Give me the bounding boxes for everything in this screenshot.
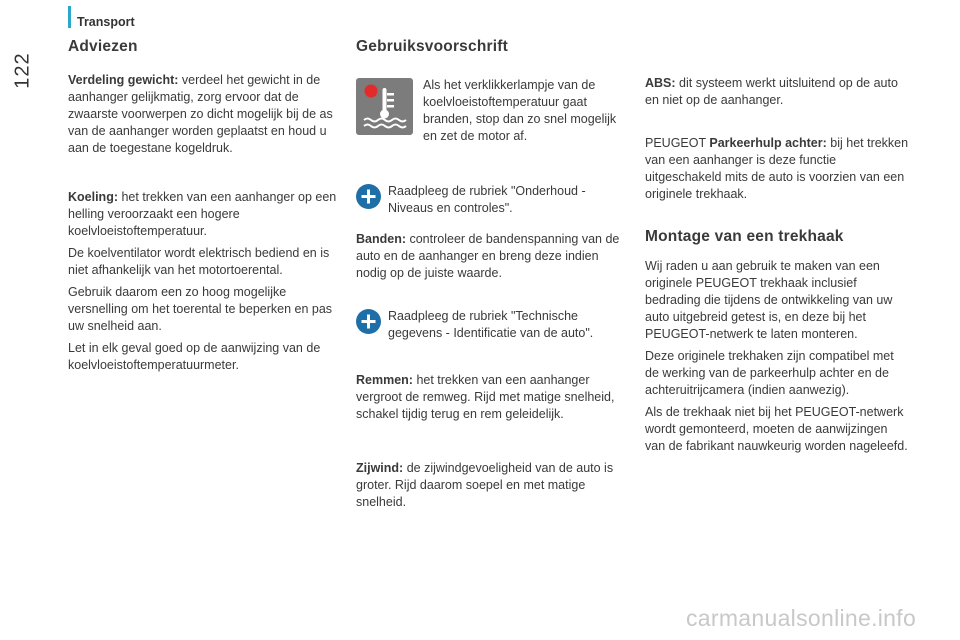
paragraph-gear: Gebruik daarom een zo hoog mogelijke versnelling om het toerental te beperken en pas uw snelheid aan. (68, 285, 333, 333)
text-crosswind: de zijwindgevoeligheid van de auto is groter. Rijd daarom soepel en met matige snelheid. (356, 461, 614, 509)
lead-abs: ABS: (645, 76, 676, 90)
prefix-peugeot: PEUGEOT (645, 136, 710, 150)
page-number: 122 (11, 52, 34, 89)
towbar-section-body (645, 258, 910, 455)
paragraph-abs (645, 75, 910, 109)
paragraph-parking-aid (645, 135, 910, 203)
paragraph-brakes (356, 372, 628, 423)
paragraph-crosswind (356, 460, 628, 511)
heading-adviezen: Adviezen (68, 38, 138, 55)
text-abs: dit systeem werkt uitsluitend op de auto en niet op de aanhanger. (645, 76, 898, 107)
text-weight: verdeel het gewicht in de aanhanger gelijkmatig, zorg ervoor dat de zwaarste voorwerpen zo dicht mogelijk bij de as van de aanhanger worden geplaatst en houd u aan de toegestane kogeldruk. (68, 73, 333, 155)
text-tyres: controleer de bandenspanning van de auto en de aanhanger en breng deze indien nodig op de juiste waarde. (356, 232, 620, 280)
heading-gebruiksvoorschrift: Gebruiksvoorschrift (356, 38, 508, 55)
text-parking-aid: bij het trekken van een aanhanger is deze functie uitgeschakeld mits de auto is voorzien van een originele trekhaak. (645, 136, 909, 201)
text-cooling: het trekken van een aanhanger op een helling veroorzaakt een hogere koelvloeistoftemperatuur. (68, 190, 337, 238)
plus-circle-icon (356, 184, 381, 209)
paragraph-fan: De koelventilator wordt elektrisch bediend en is niet afhankelijk van het motortoerental. (68, 246, 330, 277)
warning-text: Als het verklikkerlampje van de koelvloeistoftemperatuur gaat branden, stop dan zo snel mogelijk en zet de motor af. (423, 78, 617, 143)
plus-glyph (356, 184, 381, 209)
paragraph-towbar-2: Deze originele trekhaken zijn compatibel met de werking van de parkeerhulp achter en de achteruitrijcamera (indien aanwezig). (645, 349, 894, 397)
coolant-temperature-symbol (356, 78, 413, 135)
paragraph-cooling (68, 189, 344, 240)
lead-crosswind: Zijwind: (356, 461, 404, 475)
watermark: carmanualsonline.info (686, 605, 917, 631)
plus-glyph (356, 309, 381, 334)
lead-tyres: Banden: (356, 232, 406, 246)
heading-towbar-fitting: Montage van een trekhaak (645, 228, 844, 245)
lead-parking-aid: Parkeerhulp achter: (709, 136, 827, 150)
section-accent-bar (68, 6, 71, 28)
plus-circle-icon (356, 309, 381, 334)
text-brakes: het trekken van een aanhanger vergroot de remweg. Rijd met matige snelheid, schakel tijdig terug en rem geleidelijk. (356, 373, 615, 421)
paragraph-towbar-1: Wij raden u aan gebruik te maken van een originele PEUGEOT trekhaak inclusief bedrading die tijdens de ontwikkeling van uw auto uitgebreid getest is, en deze bij het PEUGEOT-netwerk te laten monteren. (645, 259, 893, 341)
paragraph-gauge: Let in elk geval goed op de aanwijzing van de koelvloeistoftemperatuurmeter. (68, 341, 321, 372)
column-adviezen (68, 38, 344, 374)
coolant-temperature-warning-icon (356, 78, 413, 135)
lead-weight: Verdeling gewicht: (68, 73, 179, 87)
column-gebruiksvoorschrift (356, 38, 628, 55)
paragraph-weight (68, 72, 344, 157)
lead-brakes: Remmen: (356, 373, 413, 387)
reference-technical-data: Raadpleeg de rubriek "Technische gegevens - Identificatie van de auto". (388, 309, 594, 340)
lead-cooling: Koeling: (68, 190, 118, 204)
section-label: Transport (77, 15, 135, 29)
paragraph-tyres (356, 231, 628, 282)
paragraph-towbar-3: Als de trekhaak niet bij het PEUGEOT-netwerk wordt gemonteerd, moeten de aanwijzingen van de fabrikant nauwkeurig worden nageleefd. (645, 405, 908, 453)
reference-maintenance: Raadpleeg de rubriek "Onderhoud - Niveaus en controles". (388, 184, 586, 215)
